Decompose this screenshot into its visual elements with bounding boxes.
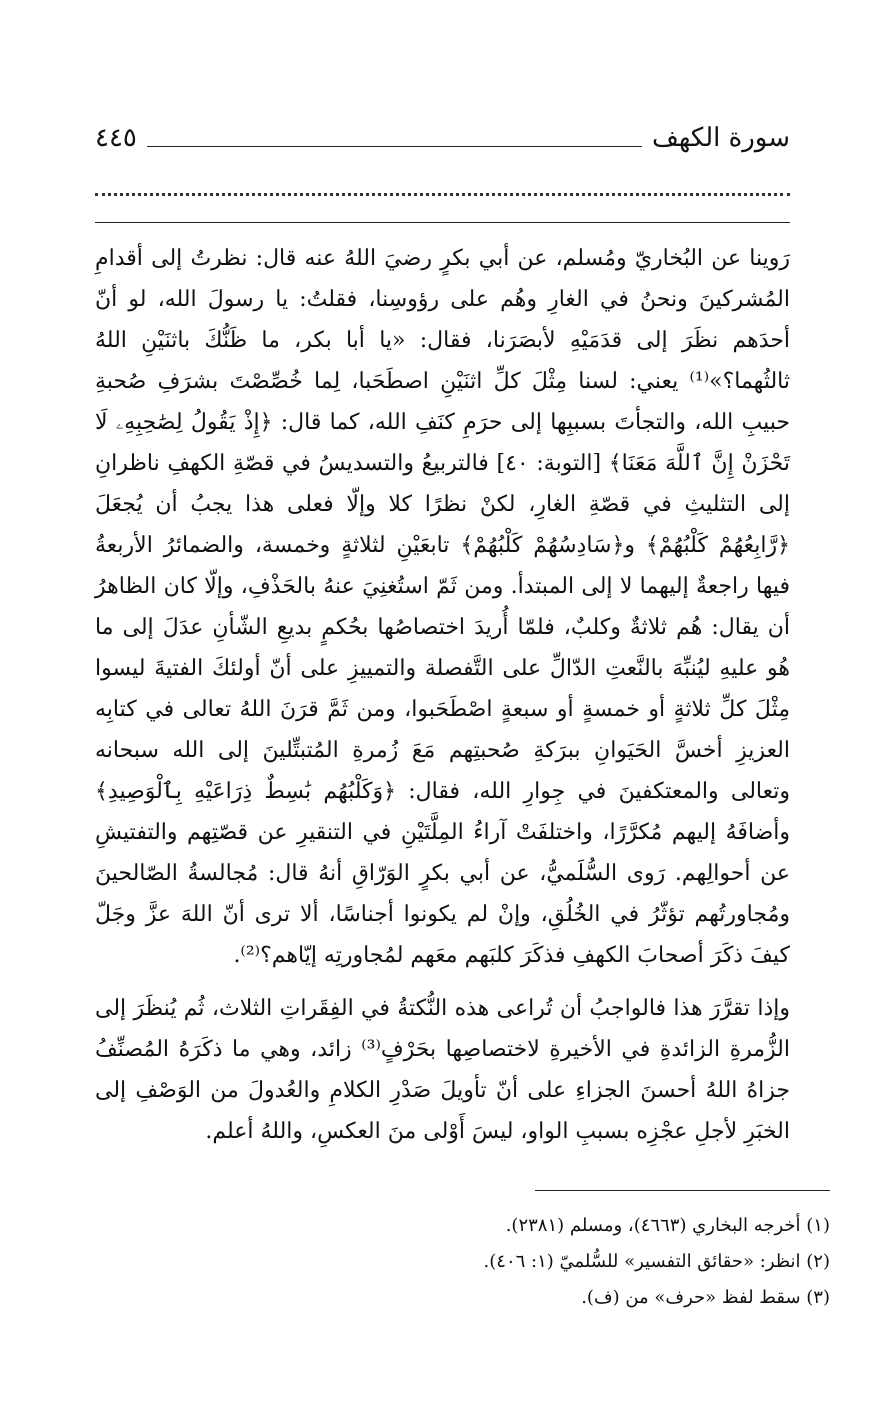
footnote-divider: [535, 1190, 830, 1191]
footnotes: [95, 1208, 830, 1316]
page-header: [95, 118, 790, 158]
footnote: (٢) انظر: «حقائق التفسير» للسُّلميّ (١: ٤٠٦).: [483, 1251, 830, 1272]
paragraph: رَوينا عن البُخاريّ ومُسلم، عن أبي بكرٍ رضيَ اللهُ عنه قال: نظرتُ إلى أقدامِ المُشركينَ ونحنُ في الغارِ وهُم على رؤوسِنا، فقلتُ: يا رسولَ الله، لو أنّ أحدَهم نظَرَ إلى قدَمَيْهِ لأبصَرَنا، فقال: «يا أبا بكر، ما ظَنُّكَ باثنَيْنِ اللهُ ثالثُهما؟»⁽¹⁾ يعني: لسنا مِثْلَ كلِّ اثنَيْنِ اصطَحَبا، لِما خُصِّصْتَ بشرَفِ صُحبةِ حبيبِ الله، والتجأتَ بسببِها إلى حرَمِ كنَفِ الله، كما قال: ﴿إِذْ يَقُولُ لِصَٰحِبِهِۦ لَا تَحْزَنْ إِنَّ ٱللَّهَ مَعَنَا﴾ [التوبة: ٤٠] فالتربيعُ والتسديسُ في قصّةِ الكهفِ ناظرانِ إلى التثليثِ في قصّةِ الغارِ، لكنْ نظرًا كلا وإلّا فعلى هذا يجبُ أن يُجعَلَ ﴿رَّابِعُهُمْ كَلْبُهُمْ﴾ و﴿سَادِسُهُمْ كَلْبُهُمْ﴾ تابعَيْنِ لثلاثةٍ وخمسة، والضمائرُ الأربعةُ فيها راجعةٌ إليهما لا إلى المبتدأ. ومن ثَمّ استُغنِيَ عنهُ بالحَذْفِ، وإلّا كان الظاهرُ أن يقال: هُم ثلاثةٌ وكلبٌ، فلمّا أُريدَ اختصاصُها بحُكمٍ بديعِ الشّأنِ عدَلَ إلى ما هُو عليهِ ليُنبِّهَ بالنَّعتِ الدّالِّ على التَّفصلة والتمييزِ على أنّ أولئكَ الفتيةَ ليسوا مِثْلَ كلِّ ثلاثةٍ أو خمسةٍ أو سبعةٍ اصْطَحَبوا، ومن ثَمَّ قرَنَ اللهُ تعالى في كتابِه العزيزِ أخسَّ الحَيَوانِ ببرَكةِ صُحبتِهم مَعَ زُمرةِ المُتبتِّلينَ إلى الله سبحانه وتعالى والمعتكفينَ في جِوارِ الله، فقال: ﴿وَكَلْبُهُم بَٰسِطٌ ذِرَاعَيْهِ بِٱلْوَصِيدِ﴾ وأضافَهُ إليهم مُكرَّرًا، واختلفَتْ آراءُ المِلَّتَيْنِ في التنقيرِ عن قصّتِهم والتفتيشِ عن أحوالِهم. رَوى السُّلَميُّ، عن أبي بكرٍ الوَرّاقِ أنهُ قال: مُجالسةُ الصّالحينَ ومُجاورتُهم تؤثّرُ في الخُلُقِ، وإنْ لم يكونوا أجناسًا، ألا ترى أنّ اللهَ عزَّ وجَلّ كيفَ ذكَرَ أصحابَ الكهفِ فذكَرَ كلبَهم معَهم لمُجاورتِه إيّاهم؟⁽²⁾.: [95, 246, 790, 968]
dotted-divider: [95, 193, 790, 210]
paragraph: وإذا تقرَّرَ هذا فالواجبُ أن تُراعى هذه النُّكتةُ في الفِقَراتِ الثلاث، ثُم يُنظَرَ إلى الزُّمرةِ الزائدةِ في الأخيرةِ لاختصاصِها بحَرْفٍ⁽³⁾ زائد، وهي ما ذكَرَهُ المُصنِّفُ جزاهُ اللهُ أحسنَ الجزاءِ على أنّ تأويلَ صَدْرِ الكلامِ والعُدولَ من الوَصْفِ إلى الخبَرِ لأجلِ عجْزِه بسببِ الواو، ليسَ أَوْلى منَ العكسِ، واللهُ أعلم.: [95, 996, 790, 1144]
main-text: [95, 238, 790, 1164]
header-rule: [147, 146, 642, 147]
top-divider: [95, 222, 790, 223]
footnote: (١) أخرجه البخاري (٤٦٦٣)، ومسلم (٢٣٨١).: [505, 1215, 830, 1236]
page-title: سورة الكهف: [651, 123, 790, 153]
page-number: ٤٤٥: [95, 123, 137, 153]
footnote: (٣) سقط لفظ «حرف» من (ف).: [581, 1287, 830, 1308]
